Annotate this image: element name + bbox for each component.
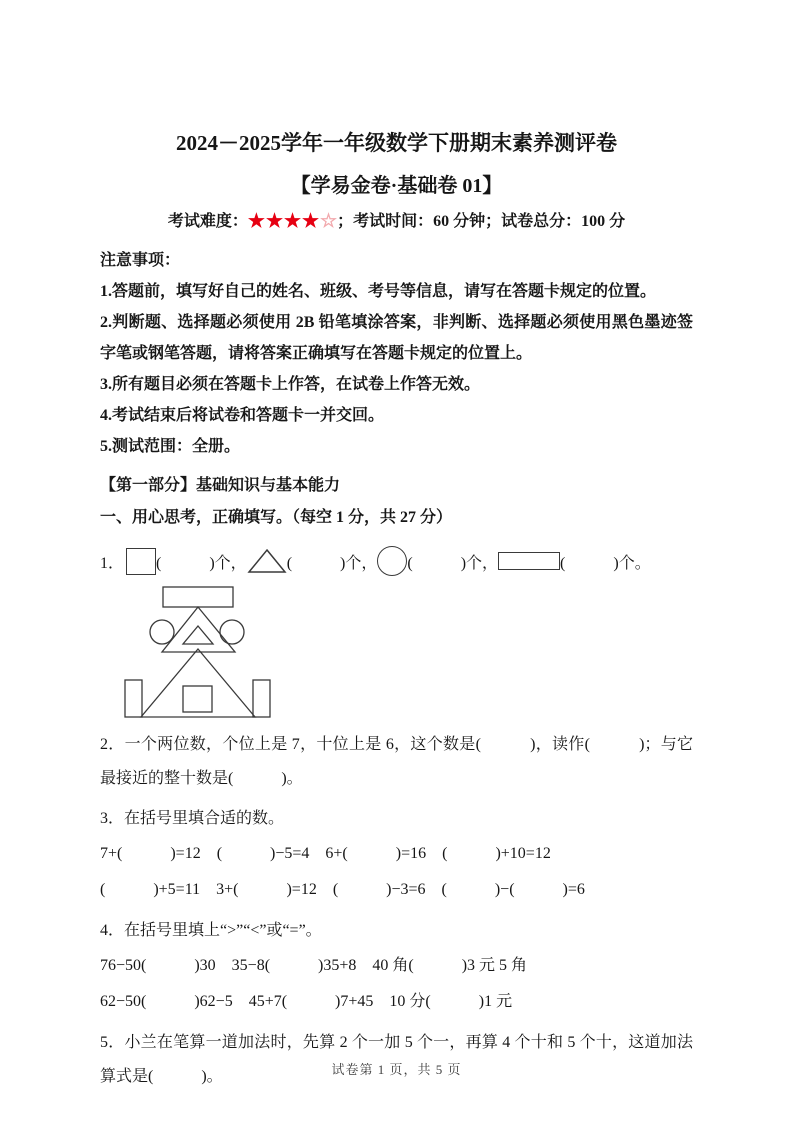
section-block (100, 470, 693, 534)
question-4-row-2: 62−50( )62−5 45+7( )7+45 10 分( )1 元 (100, 993, 513, 1010)
exam-meta-rest: ；考试时间：60 分钟；试卷总分：100 分 (337, 213, 626, 230)
figure-rectangle-bottom-left (125, 680, 142, 717)
figure-triangle-bottom (141, 649, 255, 717)
circle-icon (377, 546, 407, 576)
figure-triangle-middle (162, 607, 235, 652)
question-3-row-2: ( )+5=11 3+( )=12 ( )−3=6 ( )−( )=6 (100, 881, 585, 898)
question-group-heading: 一、用心思考，正确填写。（每空 1 分，共 27 分） (100, 509, 453, 526)
question-5: 5．小兰在笔算一道加法时，先算 2 个一加 5 个一，再算 4 个十和 5 个十，这道加法算式是( )。 (100, 1034, 693, 1085)
question-1-blank-3: ( )个， (407, 554, 499, 572)
exam-title: 2024－2025学年一年级数学下册期末素养测评卷 (176, 131, 617, 155)
question-1-number: 1． (100, 554, 125, 572)
exam-meta-line (100, 211, 693, 233)
notice-item-5: 5.测试范围：全册。 (100, 438, 241, 455)
figure-rectangle-bottom-right (253, 680, 270, 717)
notice-block (100, 245, 693, 462)
page-footer: 试卷第 1 页，共 5 页 (331, 1062, 462, 1077)
question-3-row-1: 7+( )=12 ( )−5=4 6+( )=16 ( )+10=12 (100, 845, 551, 862)
figure-rectangle-top (163, 587, 233, 607)
triangle-icon (247, 547, 287, 575)
question-3-prompt: 3．在括号里填合适的数。 (100, 810, 285, 827)
section-heading-part1: 【第一部分】基础知识与基本能力 (100, 477, 341, 494)
star-empty-icon: ☆ (320, 211, 338, 232)
notice-item-4: 4.考试结束后将试卷和答题卡一并交回。 (100, 407, 385, 424)
question-1 (100, 544, 693, 578)
square-icon (126, 548, 156, 575)
figure-square-inner (183, 686, 212, 712)
star-filled-icon: ★★★★ (247, 211, 321, 232)
figure-triangle-inner (183, 626, 213, 644)
composite-shape-figure (115, 582, 285, 722)
notice-item-2: 2.判断题、选择题必须使用 2B 铅笔填涂答案，非判断、选择题必须使用黑色墨迹签字笔或钢笔答题，请将答案正确填写在答题卡规定的位置上。 (100, 314, 693, 362)
rectangle-icon (498, 552, 560, 570)
notice-item-1: 1.答题前，填写好自己的姓名、班级、考号等信息，请写在答题卡规定的位置。 (100, 283, 657, 300)
notice-heading: 注意事项： (100, 252, 181, 269)
exam-subtitle: 【学易金卷·基础卷 01】 (290, 175, 503, 197)
figure-circle-right (220, 620, 244, 644)
figure-circle-left (150, 620, 174, 644)
notice-item-3: 3.所有题目必须在答题卡上作答，在试卷上作答无效。 (100, 376, 481, 393)
difficulty-label: 考试难度： (167, 213, 248, 230)
question-1-blank-2: ( )个， (286, 554, 378, 572)
question-2: 2．一个两位数，个位上是 7，十位上是 6，这个数是( )，读作( )；与它最接近的整十数是( )。 (100, 736, 693, 787)
question-4-prompt: 4．在括号里填上“>”“<”或“=”。 (100, 922, 322, 939)
question-1-blank-4: ( )个。 (560, 554, 651, 572)
question-4-row-1: 76−50( )30 35−8( )35+8 40 角( )3 元 5 角 (100, 957, 528, 974)
question-1-blank-1: ( )个， (156, 554, 247, 572)
